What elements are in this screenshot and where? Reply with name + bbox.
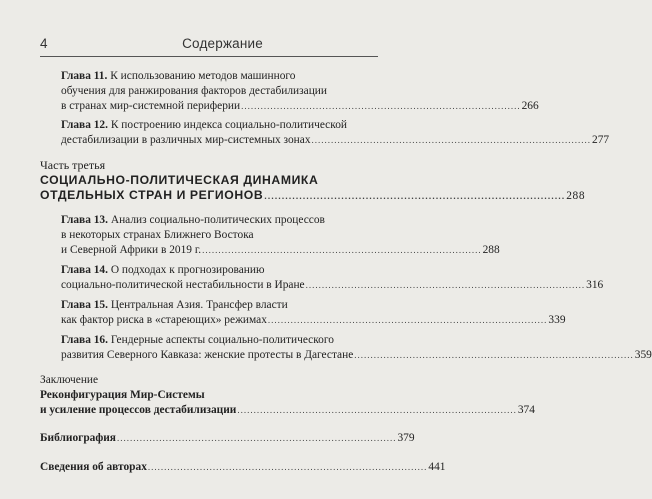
chapter-title-line: К использованию методов машинного [110, 70, 296, 82]
page-header [40, 34, 378, 57]
page-reference: 288 [566, 190, 586, 202]
chapter-title-line: в странах мир-системной периферии [61, 100, 241, 112]
chapter-title-line: обучения для ранжирования факторов дестабилизации [61, 85, 327, 97]
part-title-line: СОЦИАЛЬНО-ПОЛИТИЧЕСКАЯ ДИНАМИКА [40, 173, 319, 187]
chapter-title-line: дестабилизации в различных мир-системных зонах [61, 134, 311, 146]
chapter-label: Глава 15. [61, 299, 108, 311]
dot-leader: ...................................................................................... [311, 135, 592, 145]
dot-leader: ...................................................................................... [147, 462, 428, 472]
authors-label: Сведения об авторах [40, 461, 147, 473]
conclusion-title-line: и усиление процессов дестабилизации [40, 404, 237, 416]
bibliography-label: Библиография [40, 432, 116, 444]
chapter-title-line: Центральная Азия. Трансфер власти [110, 299, 288, 311]
chapter-label: Глава 11. [61, 70, 108, 82]
page-reference: 277 [592, 134, 610, 146]
chapter-title-line: социально-политической нестабильности в Иране [61, 279, 305, 291]
conclusion-title-line: Реконфигурация Мир-Системы [40, 389, 205, 401]
chapter-label: Глава 16. [61, 334, 108, 346]
dot-leader: ...................................................................................... [264, 191, 566, 201]
chapter-label: Глава 13. [61, 214, 108, 226]
page-reference: 266 [521, 100, 539, 112]
dot-leader: ...................................................................................... [202, 245, 482, 255]
conclusion-label: Заключение [40, 374, 99, 386]
page-number: 4 [40, 36, 48, 51]
dot-leader: ...................................................................................... [305, 280, 586, 290]
part-label: Часть третья [40, 158, 106, 172]
part-title-line: ОТДЕЛЬНЫХ СТРАН И РЕГИОНОВ [40, 188, 264, 202]
chapter-title-line: и Северной Африки в 2019 г. [61, 244, 202, 256]
dot-leader: ...................................................................................... [354, 350, 634, 360]
page-reference: 359 [634, 349, 652, 361]
chapter-title-line: развития Северного Кавказа: женские протесты в Дагестане [61, 349, 354, 361]
chapter-title-line: в некоторых странах Ближнего Востока [61, 229, 254, 241]
chapter-title-line: как фактор риска в «стареющих» режимах [61, 314, 267, 326]
page-reference: 374 [517, 404, 535, 416]
chapter-title-line: Анализ социально-политических процессов [110, 214, 325, 226]
page-reference: 339 [548, 314, 566, 326]
dot-leader: ...................................................................................... [241, 101, 521, 111]
chapter-title-line: К построению индекса социально-политической [110, 119, 347, 131]
page-reference: 288 [482, 244, 500, 256]
page-reference: 441 [428, 461, 446, 473]
dot-leader: ...................................................................................... [237, 405, 517, 415]
dot-leader: ...................................................................................... [116, 433, 397, 443]
chapter-title-line: О подходах к прогнозированию [110, 264, 265, 276]
page-reference: 316 [586, 279, 604, 291]
chapter-label: Глава 12. [61, 119, 108, 131]
dot-leader: ...................................................................................... [267, 315, 548, 325]
chapter-title-line: Гендерные аспекты социально-политического [110, 334, 334, 346]
page-title: Содержание [182, 36, 263, 51]
page-reference: 379 [397, 432, 415, 444]
chapter-label: Глава 14. [61, 264, 108, 276]
